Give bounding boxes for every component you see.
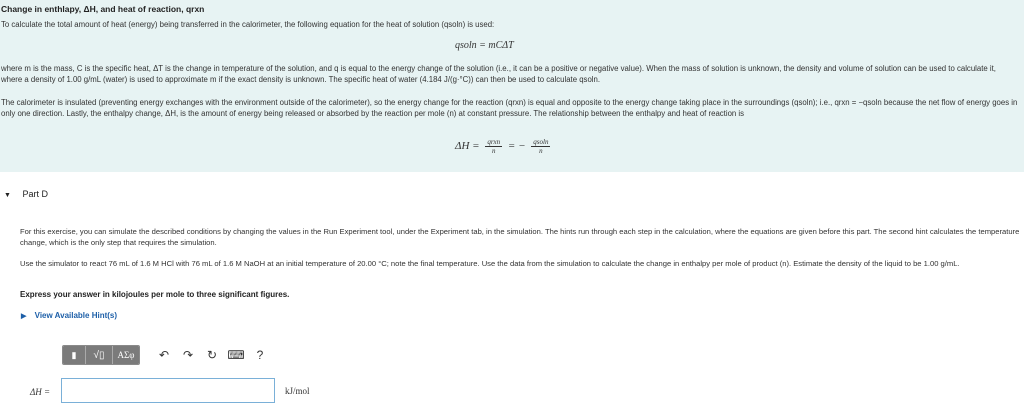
fraction-numerator: qrxn [487,138,501,146]
fraction-qrxn [485,138,502,155]
answer-instructions: Express your answer in kilojoules per mole to three significant figures. [20,290,290,299]
redo-icon[interactable]: ↷ [182,348,194,362]
fraction-numerator: qsoln [533,138,549,146]
enthalpy-equation-mid: = − [507,140,526,153]
fraction-template-button[interactable]: ▮ [63,346,85,364]
enthalpy-equation [455,138,553,155]
collapse-triangle-icon[interactable]: ▼ [4,192,11,199]
part-paragraph-1: For this exercise, you can simulate the described conditions by changing the values in the Run Experiment tool, under the Experiment tab, in the simulation. The hints run through each step in the calculation, where the equations are given before this part. The second hint calculates the temperature change, which is the only step that requires the simulation. [20,227,1020,247]
enthalpy-equation-lhs: ΔH = [455,140,480,153]
keyboard-icon[interactable]: ⌨ [227,348,245,362]
intro-title: Change in enthlapy, ΔH, and heat of reaction, qrxn [1,4,205,14]
fraction-qsoln [531,138,550,155]
answer-input[interactable] [61,378,275,403]
view-hints-label: View Available Hint(s) [34,311,118,320]
part-paragraph-2: Use the simulator to react 76 mL of 1.6 M HCl with 76 mL of 1.6 M NaOH at an initial temperature of 20.00 °C; note the final temperature. Use the data from the simulation to calculate the change in enthalpy per mole of product (n). Estimate the density of the liquid to be 1.00 g/mL. [20,259,960,268]
answer-unit: kJ/mol [285,386,310,396]
intro-panel [0,0,1024,172]
math-toolbar [62,343,272,367]
symbols-button[interactable]: ΑΣφ [112,346,139,364]
reset-icon[interactable]: ↻ [206,348,218,362]
answer-label: ΔH = [30,387,51,397]
fraction-denominator: n [539,147,543,155]
intro-paragraph-3: The calorimeter is insulated (preventing energy exchanges with the environment outside of the calorimeter), so the energy change for the reaction (qrxn) is equal and opposite to the energy change taking place in the surroundings (qsoln); i.e., qrxn = −qsoln because the net flow of energy goes in only one direction. Lastly, the enthalpy change, ΔH, is the amount of energy being released or absorbed by the reaction per mole (n) at constant pressure. The relationship between the enthalpy and heat of reaction is [1,98,1018,118]
undo-icon[interactable]: ↶ [158,348,170,362]
template-button-group [62,345,140,365]
heat-of-solution-equation: qsoln = mCΔT [455,40,514,51]
help-icon[interactable]: ? [256,348,264,362]
intro-paragraph-1: To calculate the total amount of heat (energy) being transferred in the calorimeter, the following equation for the heat of solution (qsoln) is used: [1,20,495,29]
view-hints-link[interactable] [21,311,117,320]
sqrt-template-button[interactable]: √▯ [85,346,112,364]
fraction-denominator: n [492,147,496,155]
intro-paragraph-2: where m is the mass, C is the specific heat, ΔT is the change in temperature of the solution, and q is equal to the energy change of the solution (i.e., it can be a positive or negative value). When the mass of solution is unknown, the density and volume of solution can be used to calculate it, where a density of 1.00 g/mL (water) is used to approximate m if the exact density is unknown. The specific heat of water (4.184 J/(g·°C)) can then be used to calculate qsoln. [1,64,996,84]
part-d-header[interactable] [4,189,48,199]
part-title: Part D [22,189,48,199]
expand-triangle-icon: ▶ [21,313,27,320]
